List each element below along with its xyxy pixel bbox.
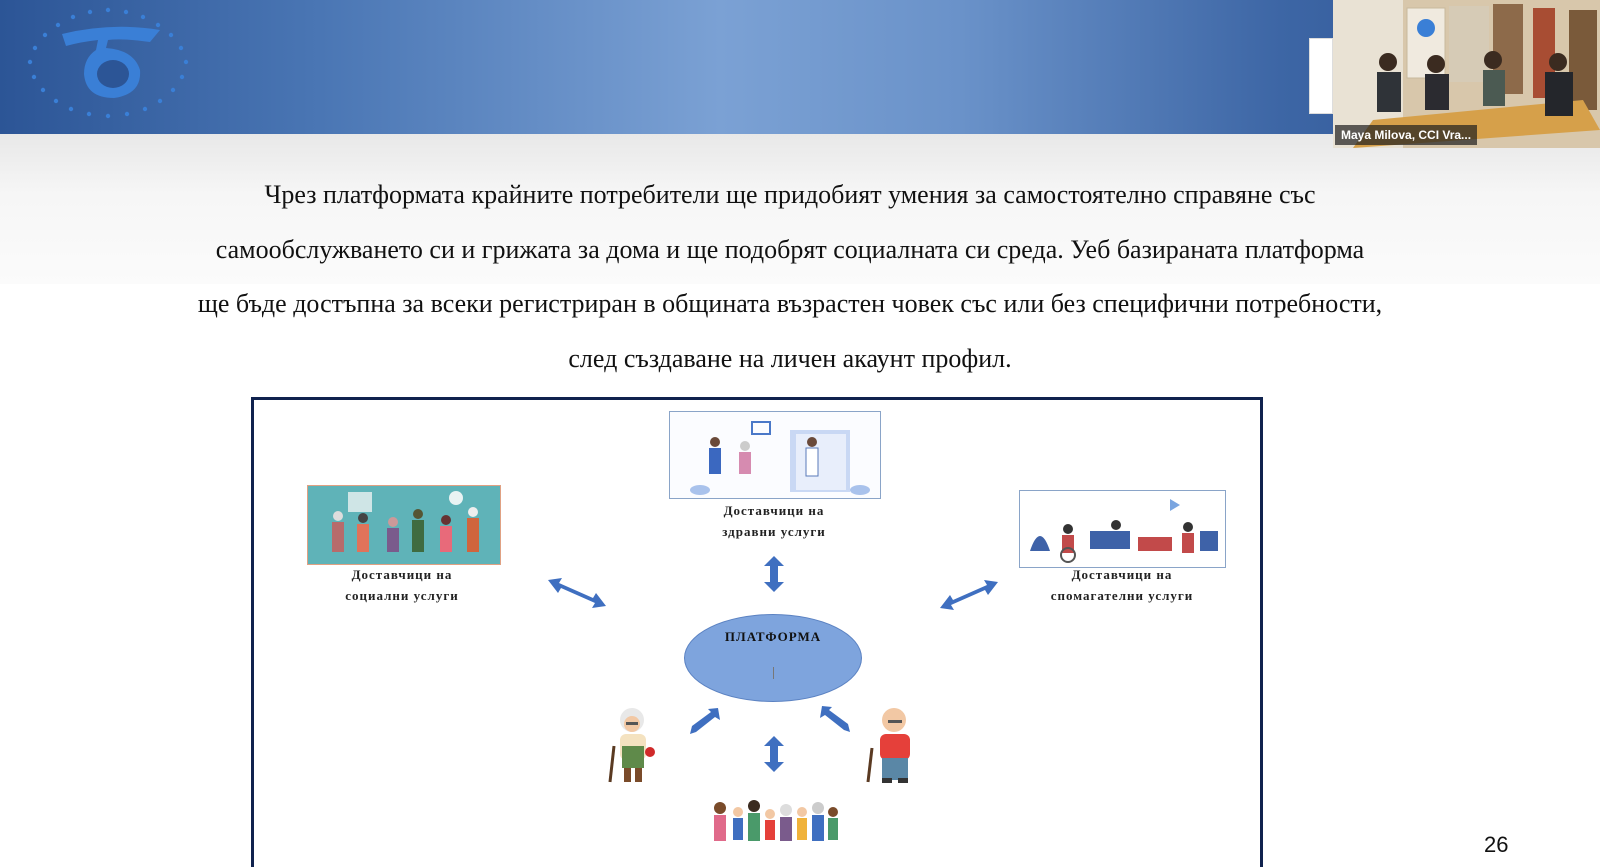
support-providers-illustration (1019, 490, 1226, 568)
body-line-2: самообслужването си и грижата за дома и ще подобрят социалната си среда. Уеб базираната платформа (215, 234, 1365, 264)
health-providers-illustration (669, 411, 881, 499)
slide-body-text (60, 168, 1520, 386)
health-providers-caption: Доставчици на здравни услуги (722, 503, 826, 539)
partner-logo-fragment (1309, 38, 1333, 114)
family-group-illustration (706, 798, 842, 852)
elderly-man-illustration (860, 704, 930, 784)
social-providers-illustration (307, 485, 501, 565)
body-line-3: ще бъде достъпна за всеки регистриран в общината възрастен човек със или без специфични потребности, (197, 289, 1383, 318)
double-arrow-icon (938, 578, 1000, 612)
slide-page-number: 26 (1484, 832, 1509, 857)
body-line-1: Чрез платформата крайните потребители ще придобият умения за самостоятелно справяне със (264, 180, 1316, 209)
participant-video-tile[interactable] (1333, 0, 1600, 148)
organization-logo-icon (22, 4, 194, 122)
text-cursor-icon (773, 667, 774, 679)
support-providers-caption: Доставчици на спомагателни услуги (1050, 567, 1194, 603)
elderly-woman-illustration (604, 706, 666, 786)
participant-name-label: Maya Milova, CCI Vra... (1335, 125, 1477, 145)
double-arrow-icon (754, 734, 794, 774)
double-arrow-icon (754, 554, 794, 594)
double-arrow-icon (546, 576, 608, 610)
double-arrow-icon (818, 704, 852, 734)
platform-label: ПЛАТФОРМА (724, 629, 822, 644)
platform-node (684, 614, 862, 702)
body-line-4: след създаване на личен акаунт профил. (568, 343, 1012, 373)
double-arrow-icon (688, 706, 722, 736)
social-providers-caption: Доставчици на социални услуги (345, 567, 459, 603)
